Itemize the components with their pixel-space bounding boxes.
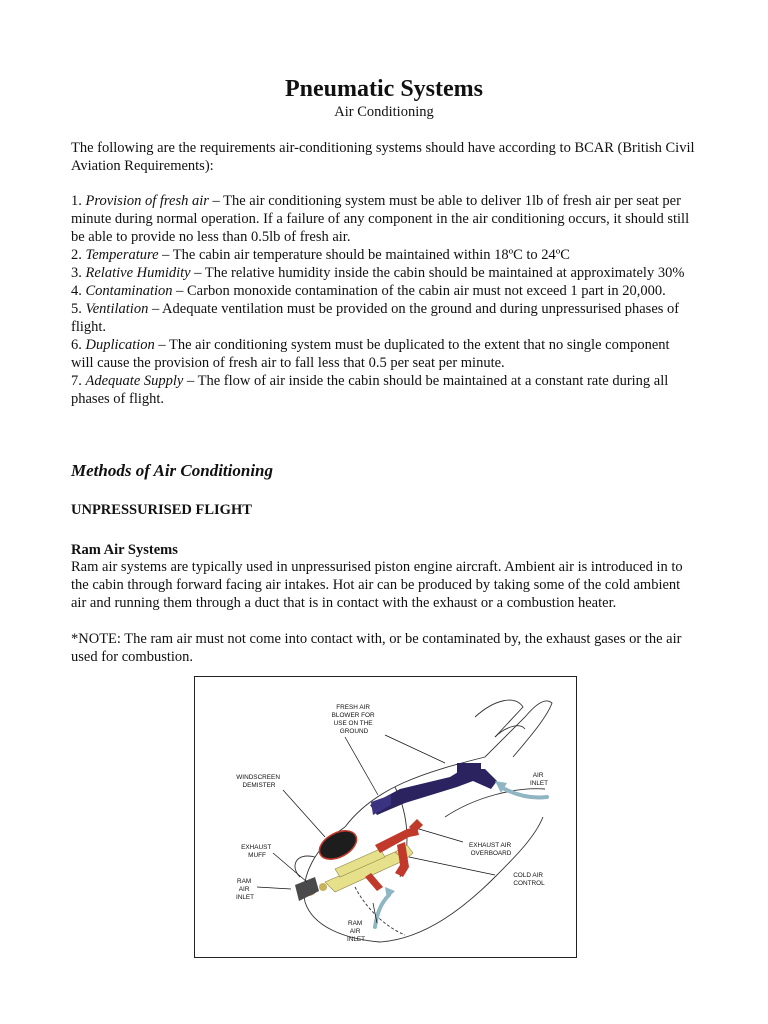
label-air-inlet: AIR INLET xyxy=(529,772,549,787)
requirement-item: 7. Adequate Supply – The flow of air inside the cabin should be maintained at a constant rate during all phases of flight. xyxy=(71,373,669,407)
label-ram-air-inlet-left: RAM AIR INLET xyxy=(235,878,255,901)
page-title: Pneumatic Systems xyxy=(285,76,483,102)
requirement-item: 1. Provision of fresh air – The air conditioning system must be able to deliver 1lb of fresh air per seat per minute during normal operation. If a failure of any component in the air conditioning occurs, it should still be able to provide no less than 0.5lb of fresh air. xyxy=(71,193,690,245)
label-windscreen-demister: WINDSCREEN DEMISTER xyxy=(236,774,280,789)
requirement-item: 2. Temperature – The cabin air temperature should be maintained within 18ºC to 24ºC xyxy=(71,247,570,263)
ram-air-system-diagram xyxy=(194,676,577,958)
requirement-item: 3. Relative Humidity – The relative humidity inside the cabin should be maintained at approximately 30% xyxy=(71,265,685,281)
label-exhaust-air-overboard: EXHAUST AIR OVERBOARD xyxy=(469,842,512,857)
label-ram-air-inlet-bottom: RAM AIR INLET xyxy=(346,920,366,943)
aircraft-outline xyxy=(295,700,552,942)
requirement-item: 6. Duplication – The air conditioning system must be duplicated to the extent that no single component will cause the provision of fresh air to fall less that 0.5 per seat per minute. xyxy=(71,337,670,371)
fresh-air-duct xyxy=(370,763,497,815)
page-subtitle: Air Conditioning xyxy=(334,104,434,120)
requirement-item: 5. Ventilation – Adequate ventilation must be provided on the ground and during unpressurised phases of flight. xyxy=(71,301,680,335)
ram-air-heading: Ram Air Systems xyxy=(71,542,178,558)
diagram-labels xyxy=(236,704,548,943)
label-cold-air-control: COLD AIR CONTROL xyxy=(513,872,545,887)
requirements-list xyxy=(71,192,695,408)
section-heading: UNPRESSURISED FLIGHT xyxy=(71,502,252,518)
intro-paragraph: The following are the requirements air-conditioning systems should have according to BCAR (British Civil Aviation Requirements): xyxy=(71,140,695,174)
note-paragraph: *NOTE: The ram air must not come into contact with, or be contaminated by, the exhaust gases or the air used for combustion. xyxy=(71,631,682,665)
heater-unit xyxy=(315,825,362,865)
exhaust-muff xyxy=(295,877,327,901)
label-fresh-air-blower: FRESH AIR BLOWER FOR USE ON THE GROUND xyxy=(331,704,375,735)
methods-heading: Methods of Air Conditioning xyxy=(71,461,274,480)
label-exhaust-muff: EXHAUST MUFF xyxy=(241,844,272,859)
requirement-item: 4. Contamination – Carbon monoxide contamination of the cabin air must not exceed 1 part in 20,000. xyxy=(71,283,666,299)
ram-air-paragraph: Ram air systems are typically used in unpressurised piston engine aircraft. Ambient air is introduced in to the cabin through forward facing air intakes. Hot air can be produced by taking some of the cold ambient air and running them through a duct that is in contact with the exhaust or a combustion heater. xyxy=(71,559,683,611)
